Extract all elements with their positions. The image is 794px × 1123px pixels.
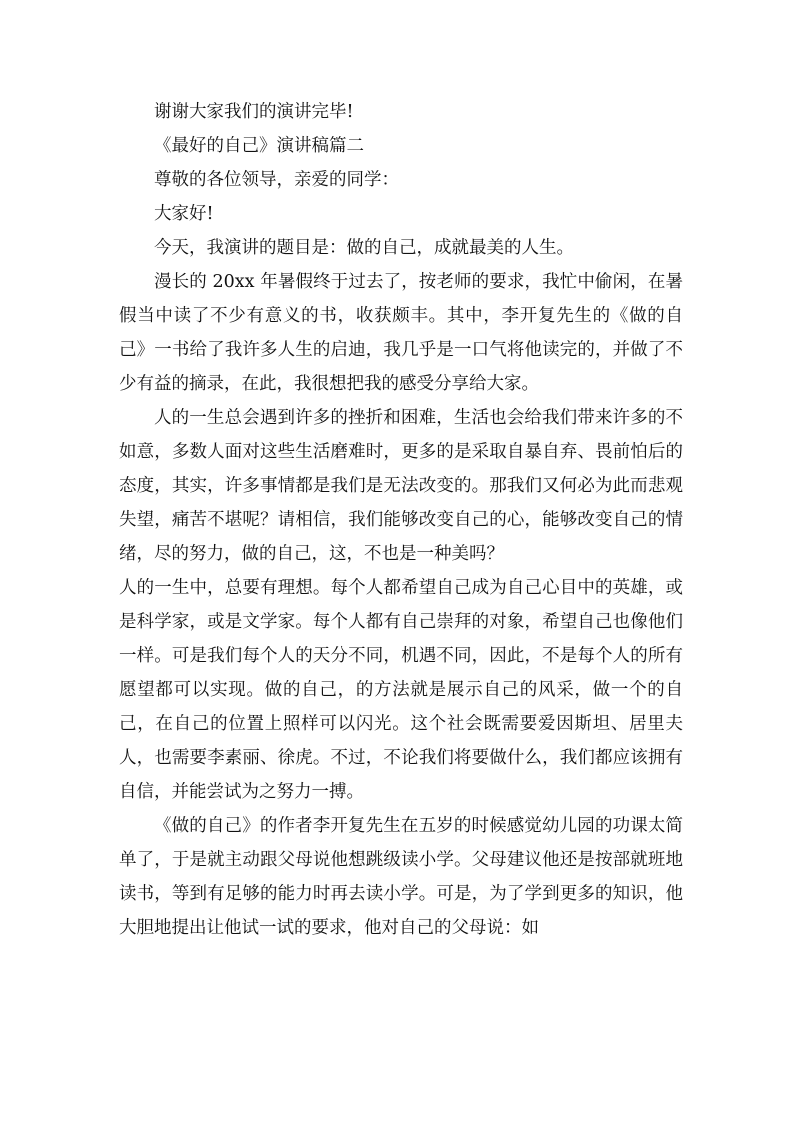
body-paragraph: 《做的自己》的作者李开复先生在五岁的时候感觉幼儿园的功课太简单了，于是就主动跟父母说他想跳级读小学。父母建议他还是按部就班地读书，等到有足够的能力时再去读小学。可是，为了学到更多的知识，他大胆地提出让他试一试的要求，他对自己的父母说：如 [119, 816, 683, 938]
closing-line: 谢谢大家我们的演讲完毕! [154, 102, 354, 122]
body-paragraph: 人的一生总会遇到许多的挫折和困难，生活也会给我们带来许多的不如意，多数人面对这些生活磨难时，更多的是采取自暴自弃、畏前怕后的态度，其实，许多事情都是我们是无法改变的。那我们又何必为此而悲观失望，痛苦不堪呢？请相信，我们能够改变自己的心，能够改变自己的情绪，尽的努力，做的自己，这，不也是一种美吗？ [119, 408, 683, 564]
salutation-line: 尊敬的各位领导，亲爱的同学： [154, 170, 399, 190]
speech-title: 《最好的自己》演讲稿篇二 [154, 136, 364, 156]
greeting-line: 大家好! [154, 204, 214, 224]
topic-line: 今天，我演讲的题目是：做的自己，成就最美的人生。 [154, 238, 574, 258]
body-paragraph: 人的一生中，总要有理想。每个人都希望自己成为自己心目中的英雄，或是科学家，或是文学家。每个人都有自己崇拜的对象，希望自己也像他们一样。可是我们每个人的天分不同，机遇不同，因此，不是每个人的所有愿望都可以实现。做的自己，的方法就是展示自己的风采，做一个的自己，在自己的位置上照样可以闪光。这个社会既需要爱因斯坦、居里夫人，也需要李素丽、徐虎。不过，不论我们将要做什么，我们都应该拥有自信，并能尝试为之努力一搏。 [119, 578, 683, 802]
body-paragraph: 漫长的 20xx 年暑假终于过去了，按老师的要求，我忙中偷闲，在暑假当中读了不少有意义的书，收获颇丰。其中，李开复先生的《做的自己》一书给了我许多人生的启迪，我几乎是一口气将他读完的，并做了不少有益的摘录，在此，我很想把我的感受分享给大家。 [119, 272, 683, 394]
document-page [119, 95, 683, 945]
